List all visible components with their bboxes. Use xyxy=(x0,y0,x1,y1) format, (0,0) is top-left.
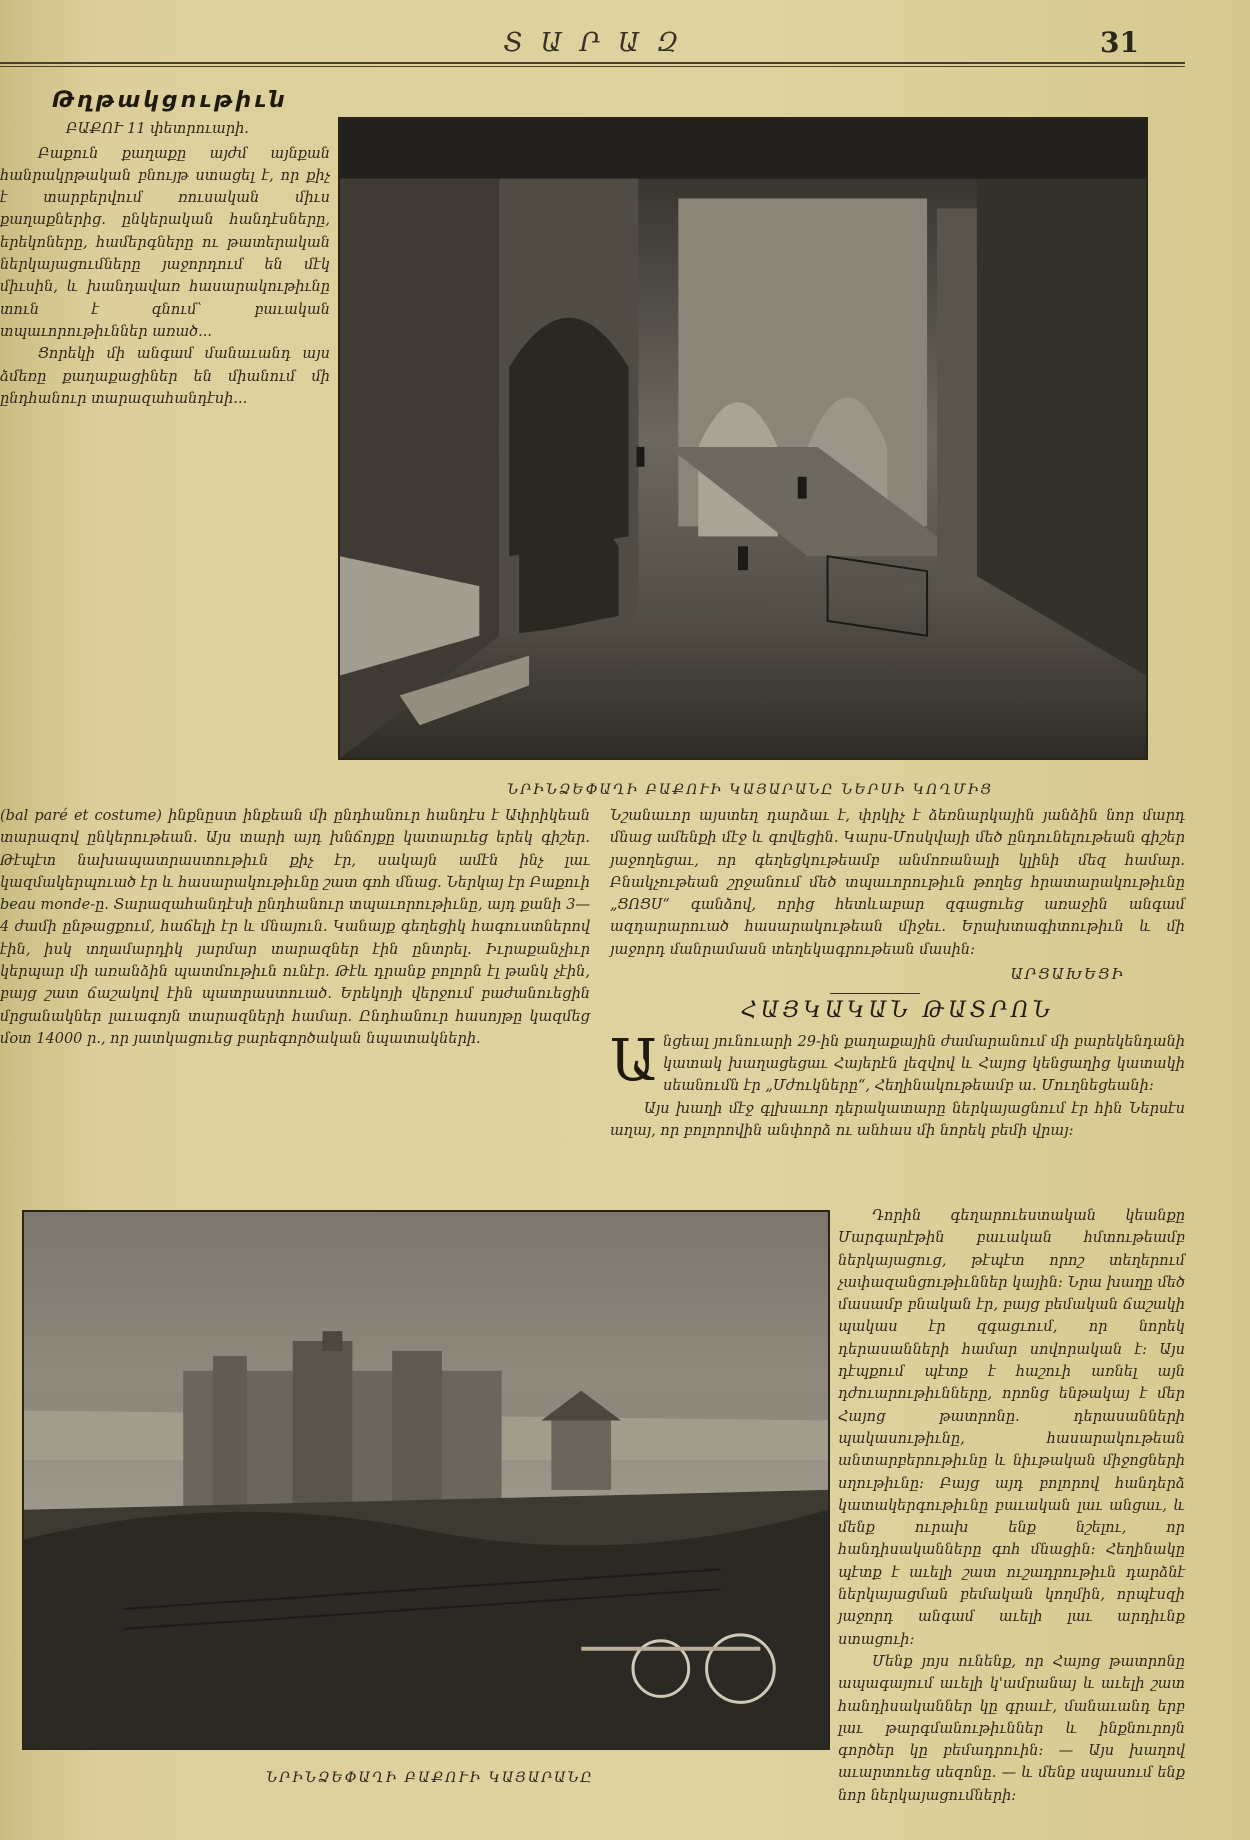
page-number: 31 xyxy=(1100,26,1139,59)
section-divider xyxy=(830,993,920,994)
station-exterior-photo xyxy=(22,1210,830,1750)
theatre-review-paragraph-2: Մենք յոյս ունենք, որ Հայոց թատրոնը ապագայում աւելի կ'ամրանայ և աւելի շատ հանդիսականներ կը գրաւէ, մանաւանդ երբ լաւ թարգմանութիւններ և ինքնուրոյն գործեր կը բեմադրուին: — Այս խաղով աւարտուեց սեզոնը. — և մենք սպասում ենք նոր ներկայացումների: xyxy=(838,1653,1185,1804)
theatre-section-title: ՀԱՅԿԱԿԱՆ ԹԱՏՐՈՆ xyxy=(740,998,1055,1024)
report-continuation-column xyxy=(610,805,1185,1142)
report-continuation-text: Նշանաւոր այստեղ դարձաւ է, փրկիչ է ձեռնարկային յանձին նոր մարդ մնաց ամենքի մէջ և գովեցին. Կարս-Մոսկվայի մեծ ընդունելութեան գիշեր յաջողեցաւ, որ գեղեցկութեամբ անմոռանալի կլինի մեզ համար. Բնակչութեան շրջանում մեծ տպաւորութիւն թողեց հրատարակութիւնը „ՑՈՑՍ“ գանձով, որից հետևաբար զգացուեց առաջին անգամ ազդարարուած հասարակութեան միջեւ. Երախտագիտութիւն և մի յաջորդ մանրամասն տեղեկագրութեան մասին: xyxy=(610,808,1185,958)
station-exterior-illustration xyxy=(24,1212,828,1748)
correspondence-heading: Թղթակցութիւն xyxy=(52,88,288,113)
top-photo-caption: ՆՐԻՆՁԵՓԱՂԻ ԲԱՔՈՒԻ ԿԱՅԱՐԱՆԸ ՆԵՐՍԻ ԿՈՂՄԻՑ xyxy=(507,782,993,798)
theatre-review-column xyxy=(838,1205,1185,1807)
dateline: ԲԱՔՈՒ 11 փետրուարի. xyxy=(66,121,249,138)
theatre-intro xyxy=(610,1025,1185,1098)
bottom-photo-caption: ՆՐԻՆՁԵՓԱՂԻ ԲԱՔՈՒԻ ԿԱՅԱՐԱՆԸ xyxy=(266,1770,594,1786)
station-interior-illustration xyxy=(340,119,1146,758)
journal-title: ՏԱՐԱԶ xyxy=(503,28,697,58)
drop-cap-letter: Ա xyxy=(610,1025,657,1094)
theatre-review-paragraph-1: Դորին գեղարուեստական կեանքը Մարգարէթին բաւական հմտութեամբ ներկայացուց, թէպէտ որոշ տեղերում չափազանցութիւններ կային: Նրա խաղը մեծ մասամբ բնական էր, բայց բեմական ճաշակի պակաս էր զգացւում, որ նորեկ դերասանների համար սովորական է: Այս դէպքում պէտք է հաշուի առնել այն դժուարութիւնները, որոնց ենթակայ է մեր Հայոց թատրոնը. դերասանների պակասութիւնը, հասարակութեան անտարբերութիւնը և նիւթական միջոցների սղութիւնը: Բայց այդ բոլորով հանդերձ կատակերգութիւնը բաւական լաւ անցաւ, և մենք ուրախ ենք նշելու, որ հանդիսականները գոհ մնացին: Հեղինակը պէտք է աւելի շատ ուշադրութիւն դարձնէ ներկայացման բեմական կողմին, որպէսզի յաջորդ անգամ աւելի լաւ արդիւնք ստացուի: xyxy=(838,1208,1185,1648)
correspondence-column xyxy=(0,90,330,410)
author-signature: ԱՐՑԱԽԵՑԻ xyxy=(1010,965,1125,984)
header-rule xyxy=(0,62,1185,67)
station-interior-photo xyxy=(338,117,1148,760)
masquerade-paragraph xyxy=(0,805,590,1050)
correspondence-paragraph-1: Բաքուն քաղաքը այժմ այնքան հանրակրթական բնույթ ստացել է, որ քիչ է տարբերվում ռուսական միւս քաղաքներից. ընկերական հանդէսները, երեկոները, համերգները ու թատերական ներկայացումները յաջորդում են մէկ միւսին, և խանդավառ հասարակութիւնը տուն է գնում՝ բաւական տպաւորութիւններ առած... xyxy=(0,145,330,340)
masquerade-text: (bal paré et costume) ինքնըստ ինքեան մի ընդհանուր հանդէս է Ափրիկեան տարազով ընկերութեան. Այս տարի այդ խնճոյքը կատարւեց երեկ գիշեր. Թէպէտ նախապատրաստութիւն քիչ էր, սակայն ամէն ինչ լաւ կազմակերպուած էր և հասարակութիւնը շատ գոհ մնաց. Ներկայ էր Բաքուի beau monde-ը. Տարազահանդէսի ընդհանուր տպաւորութիւնը, այդ քանի 3—4 ժամի ընթացքում, հաճելի էր և մնայուն. Կանայք գեղեցիկ հագուստներով էին, իսկ տղամարդիկ յարմար տարազներ էին ընտրել. Իւրաքանչիւր կերպար մի առանձին պատմութիւն ունէր. Թէև դրանք բոլորն էլ թանկ չէին, բայց շատ ճաշակով էին պատրաստուած. Երեկոյի վերջում բաժանուեցին մրցանակներ լաւագոյն տարազների համար. Ընդհանուր հասոյթը կազմեց մօտ 14000 ր., որ յատկացուեց բարեգործական նպատակների. xyxy=(0,808,590,1047)
theatre-paragraph-2: Այս խաղի մէջ գլխաւոր դերակատարը ներկայացնում էր հին Ներսէս աղայ, որ բոլորովին անփորձ ու անհաս մի նորեկ բեմի վրայ: xyxy=(610,1100,1185,1139)
correspondence-paragraph-2: Ցորեկի մի անգամ մանաւանդ այս ձմեռը քաղաքացիներ են միանում մի ընդհանուր տարազահանդէսի... xyxy=(0,346,330,407)
theatre-intro-text: նցեալ յունուարի 29-ին քաղաքային ժամարանում մի բարեկենդանի կատակ խաղացեցաւ Հայերէն լեզվով և Հայոց կենցաղից կատակի սեանումն էր „Մժուկները“, Հեղինակութեամբ ա. Մուղնեցեանի: xyxy=(662,1033,1185,1095)
